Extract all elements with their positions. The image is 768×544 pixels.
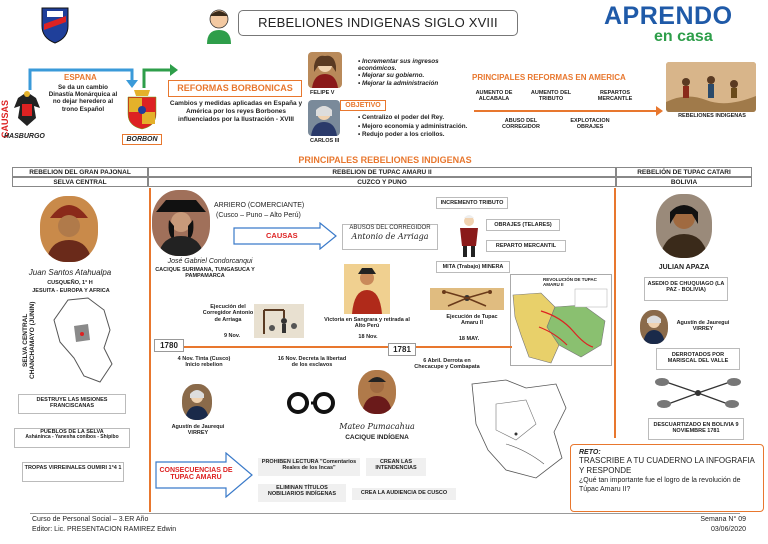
abusos-corregidor-box bbox=[342, 224, 438, 250]
derrotados-box: DERROTADOS POR MARISCAL DEL VALLE bbox=[656, 348, 740, 370]
sketch-map bbox=[466, 374, 572, 484]
col-tupac-catari: REBELIÓN DE TUPAC CATARI bbox=[616, 167, 752, 177]
aprendo-logo: APRENDO en casa bbox=[604, 2, 733, 45]
reformas-timeline-line bbox=[474, 110, 660, 112]
jauregui-right-label: Agustín de Jauregui VIRREY bbox=[676, 320, 730, 333]
espana-text: Se da un cambio Dinastía Monárquica al no dejar heredero al trono Español bbox=[48, 84, 118, 113]
juan-santos-portrait bbox=[40, 196, 98, 262]
arriaga-name: Antonio de Arriaga bbox=[351, 232, 429, 242]
consecuencia-titulos: ELIMINAN TÍTULOS NOBILIARIOS INDÍGENAS bbox=[258, 484, 346, 502]
footer-editor: Editor: Lic. PRESENTACION RAMIREZ Edwin bbox=[32, 526, 177, 533]
felipe-bullet: • Incrementar sus ingresos económicos. bbox=[358, 58, 468, 72]
pumacahua-name: Mateo Pumacahua bbox=[339, 422, 415, 431]
pumacahua-portrait bbox=[358, 370, 396, 414]
revolucion-map bbox=[510, 274, 612, 366]
borbon-label: BORBON bbox=[122, 134, 162, 145]
year-1781-badge: 1781 bbox=[388, 343, 416, 356]
victoria-sangrara-text: Victoria en Sangrara y retirada al Alto Perú bbox=[324, 317, 410, 330]
abusos-label: ABUSOS DEL CORREGIDOR bbox=[349, 225, 431, 231]
corregidor-figure-icon bbox=[454, 214, 484, 258]
reto-label: RETO: bbox=[579, 449, 601, 456]
reforma-item-reparto: REPARTOS MERCANTLE bbox=[597, 90, 633, 103]
objetivo-bullet: • Redujo poder a los criollos. bbox=[358, 131, 488, 140]
descuartizado-image bbox=[650, 374, 746, 412]
causas-center-label: CAUSAS bbox=[266, 231, 298, 240]
juan-santos-name: Juan Santos Atahualpa bbox=[28, 268, 112, 277]
pueblos-title: PUEBLOS DE LA SELVA bbox=[40, 429, 104, 435]
reto-box bbox=[570, 444, 764, 512]
principales-reformas-title: PRINCIPALES REFORMAS EN AMERICA bbox=[472, 73, 626, 82]
left-item-pueblos bbox=[14, 428, 130, 448]
year-1780-badge: 1780 bbox=[154, 339, 184, 352]
juan-santos-school: JESUITA - EUROPA Y AFRICA bbox=[32, 288, 110, 294]
habsburgo-eagle-icon bbox=[12, 88, 42, 132]
tupac-amaru-portrait bbox=[152, 190, 210, 256]
arriero-label: ARRIERO (COMERCIANTE) bbox=[214, 202, 305, 209]
objetivo-bullet: • Centralizo el poder del Rey. bbox=[358, 114, 488, 123]
left-item-misiones: DESTRUYE LAS MISIONES FRANCISCANAS bbox=[18, 394, 126, 414]
carlos-iii-portrait bbox=[308, 100, 340, 136]
ejecucion-arriaga-date: 9 Nov. bbox=[223, 333, 241, 339]
victoria-sangrara-date: 18 Nov. bbox=[358, 334, 378, 340]
borbon-shield-icon bbox=[124, 88, 160, 130]
consecuencia-lectura: PROHIBEN LECTURA "Comentarios Reales de los Incas" bbox=[258, 458, 360, 476]
felipe-v-portrait bbox=[308, 52, 342, 88]
reformas-borbonicas-title: REFORMAS BORBONICAS bbox=[168, 80, 302, 97]
footer-date: 03/06/2020 bbox=[710, 526, 746, 533]
col-divider-left bbox=[149, 188, 151, 512]
timeline-line bbox=[156, 346, 512, 348]
left-item-tropas: TROPAS VIRREINALES OUMIRI 1°4 1 bbox=[22, 462, 124, 482]
felipe-v-label: FELIPE V bbox=[310, 90, 335, 96]
student-icon bbox=[202, 6, 236, 44]
felipe-bullet: • Mejorar su gobierno. bbox=[358, 72, 468, 79]
route-label: (Cusco – Puno – Alto Perú) bbox=[216, 212, 301, 219]
tinta-event: 4 Nov. Tinta (Cusco) Inicio rebelion bbox=[177, 356, 231, 369]
col-gran-pajonal: REBELION DEL GRAN PAJONAL bbox=[12, 167, 148, 177]
sub-selva-central: SELVA CENTRAL bbox=[12, 177, 148, 187]
decreto-event: 16 Nov. Decreta la libertad de los esclavos bbox=[277, 356, 347, 369]
jose-gabriel-name: José Gabriel Condorcanqui bbox=[167, 258, 253, 265]
juan-santos-origin: CUSQUEÑO, 1° H bbox=[47, 280, 93, 286]
consecuencia-intendencias: CREAN LAS INTENDENCIAS bbox=[366, 458, 426, 476]
reforma-item-alcabala: AUMENTO DE ALCABALA bbox=[475, 90, 513, 103]
jauregui-portrait bbox=[182, 384, 212, 420]
ejecucion-tupac-date: 18 MAY. bbox=[458, 336, 480, 342]
revolucion-map-title: REVOLUCIÓN DE TUPAC AMARU II bbox=[543, 277, 597, 288]
descuartizado-box: DESCUARTIZADO EN BOLIVIA 9 NOVIEMBRE 1781 bbox=[648, 418, 744, 440]
page-title: REBELIONES INDIGENAS SIGLO XVIII bbox=[238, 10, 518, 36]
jauregui-right-portrait bbox=[640, 310, 668, 344]
sangrara-image bbox=[344, 264, 390, 314]
pueblos-text: Asháninca - Yanesha conibos - Shipibo bbox=[25, 434, 119, 441]
habsburgo-label: HASBURGO bbox=[4, 133, 45, 140]
objetivo-label: OBJETIVO bbox=[340, 100, 386, 111]
ejecucion-tupac-image bbox=[430, 288, 504, 310]
rebeliones-caption: REBELIONES INDIGENAS bbox=[678, 113, 746, 119]
asedio-box: ASEDIO DE CHUQUIAGO (LA PAZ - BOLIVIA) bbox=[644, 277, 728, 301]
objetivo-bullets bbox=[358, 114, 488, 140]
espana-label: ESPANA bbox=[64, 73, 97, 82]
footer-course: Curso de Personal Social – 3.ER Año bbox=[32, 516, 149, 523]
reforma-item-obrajes: EXPLOTACION OBRAJES bbox=[570, 118, 610, 131]
sub-cuzco-puno: CUZCO Y PUNO bbox=[148, 177, 616, 187]
julian-apaza-name: JULIAN APAZA bbox=[658, 264, 710, 271]
carlos-iii-label: CARLOS III bbox=[310, 138, 340, 144]
consecuencia-audiencia: CREA LA AUDIENCIA DE CUSCO bbox=[352, 488, 456, 500]
derrota-event: 6 Abril. Derrota en Checacupe y Combapata bbox=[414, 358, 480, 371]
reformas-arrowhead bbox=[656, 106, 663, 116]
reto-line1: TRASCRIBE A TU CUADERNO LA INFOGRAFIA Y RESPONDE bbox=[579, 456, 755, 475]
reparto-mercantil-box: REPARTO MERCANTIL bbox=[486, 240, 566, 252]
sub-bolivia: BOLIVIA bbox=[616, 177, 752, 187]
section-title: PRINCIPALES REBELIONES INDIGENAS bbox=[298, 155, 472, 165]
reforma-item-tributo: AUMENTO DEL TRIBUTO bbox=[530, 90, 572, 103]
mita-minera-box: MITA (Trabajo) MINERA bbox=[436, 261, 510, 273]
ejecucion-tupac-text: Ejecución de Tupac Amaru II bbox=[446, 314, 498, 327]
reformas-borbonicas-text: Cambios y medidas aplicadas en España y América por los reyes Borbones influenciados por la Ilustración - XVIII bbox=[169, 100, 303, 124]
school-shield-icon bbox=[40, 6, 70, 44]
jauregui-label: Agustín de Jaurequi VIRREY bbox=[171, 424, 225, 437]
selva-vertical-label: SELVA CENTRAL CHANCHAMAYO (JUNIN) bbox=[22, 301, 36, 379]
julian-apaza-portrait bbox=[656, 194, 712, 258]
obrajes-box: OBRAJES (TELARES) bbox=[486, 219, 560, 231]
ejecucion-arriaga-image bbox=[254, 304, 304, 338]
objetivo-bullet: • Mejoro economía y administración. bbox=[358, 123, 488, 132]
felipe-bullets bbox=[358, 58, 468, 87]
ejecucion-arriaga-text: Ejecución del Corregidor Antonio de Arriaga bbox=[202, 304, 254, 323]
footer-semana: Semana N° 09 bbox=[700, 516, 746, 523]
causas-label: CAUSAS bbox=[0, 100, 10, 139]
rebeliones-painting bbox=[666, 62, 756, 112]
cacique-label: CACIQUE SURIMANA, TUNGASUCA Y PAMPAMARCA bbox=[155, 267, 255, 280]
col-divider-right bbox=[614, 188, 616, 438]
reto-line2: ¿Qué tan importante fue el logro de la revolución de Túpac Amaru II? bbox=[579, 477, 741, 493]
chains-icon bbox=[284, 384, 338, 422]
incremento-tributo-box: INCREMENTO TRIBUTO bbox=[436, 197, 508, 209]
peru-map-icon bbox=[48, 296, 118, 386]
col-tupac-amaru: REBELION DE TUPAC AMARU II bbox=[148, 167, 616, 177]
pumacahua-title: CACIQUE INDÍGENA bbox=[345, 434, 409, 441]
consecuencias-title: CONSECUENCIAS DE TUPAC AMARU bbox=[159, 467, 233, 481]
reforma-item-corregidor: ABUSO DEL CORREGIDOR bbox=[502, 118, 540, 131]
felipe-bullet: • Mejorar la administración bbox=[358, 80, 468, 87]
footer-divider bbox=[30, 513, 740, 514]
